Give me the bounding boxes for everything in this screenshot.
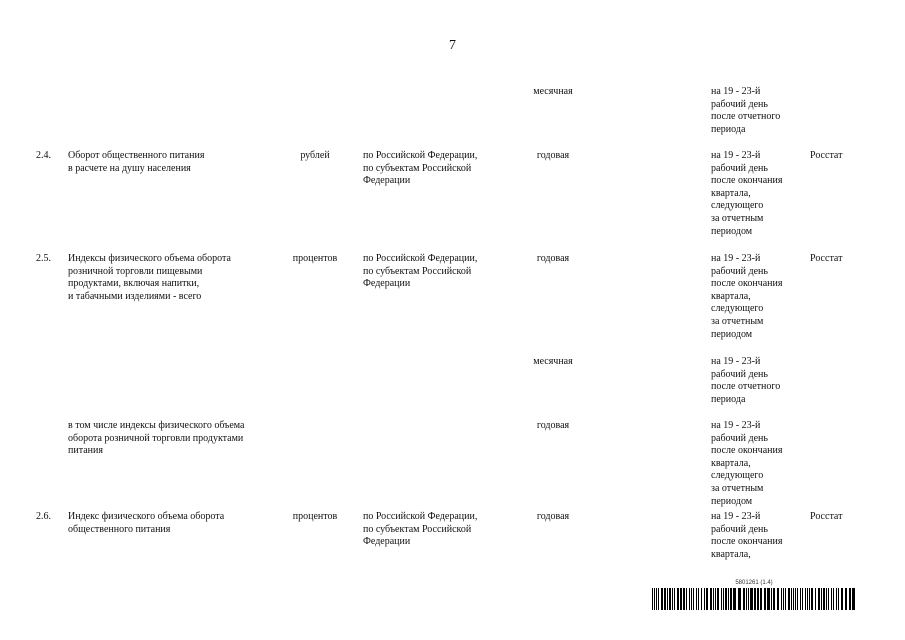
barcode-bar [754, 588, 756, 610]
barcode-bar [841, 588, 843, 610]
barcode-bar [677, 588, 679, 610]
barcode-bar [783, 588, 784, 610]
row-number: 2.4. [36, 150, 51, 161]
barcode-bar [656, 588, 657, 610]
row-term: на 19 - 23-й рабочий день после окончания квартала, [711, 511, 783, 560]
barcode-bar [852, 588, 855, 610]
row-period: месячная [533, 86, 573, 97]
barcode-bar [836, 588, 837, 610]
barcode-bar [791, 588, 792, 610]
barcode-bar [793, 588, 794, 610]
barcode-bar [788, 588, 790, 610]
barcode-bar [689, 588, 690, 610]
barcode-bar [672, 588, 673, 610]
barcode-bar [698, 588, 699, 610]
barcode-bar [683, 588, 685, 610]
barcode-bar [669, 588, 671, 610]
row-indicator-name: Оборот общественного питания в расчете на душу населения [68, 150, 205, 174]
barcode-bar [680, 588, 682, 610]
barcode-bar [831, 588, 832, 610]
barcode-bar [807, 588, 808, 610]
barcode-bar [704, 588, 705, 610]
row-indicator-name: в том числе индексы физического объема оборота розничной торговли продуктами питания [68, 420, 245, 457]
barcode-bar [733, 588, 736, 610]
barcode-bar [674, 588, 675, 610]
barcode-bar [750, 588, 753, 610]
barcode-bar [764, 588, 766, 610]
row-term: на 19 - 23-й рабочий день после отчетного периода [711, 86, 781, 135]
barcode-bar [795, 588, 796, 610]
barcode-bar [701, 588, 702, 610]
barcode-bar [845, 588, 847, 610]
barcode-bar [809, 588, 810, 610]
row-period: годовая [536, 420, 570, 431]
barcode-bar [664, 588, 666, 610]
row-unit: процентов [292, 253, 338, 264]
barcode-bar [717, 588, 719, 610]
barcode-bar [691, 588, 692, 610]
barcode-bar [693, 588, 694, 610]
barcode-bar [823, 588, 825, 610]
row-level: по Российской Федерации, по субъектам Российской Федерации [363, 150, 478, 187]
barcode-bar [849, 588, 851, 610]
barcode-bar [654, 588, 655, 610]
barcode-bar [661, 588, 663, 610]
row-period: годовая [536, 253, 570, 264]
barcode-bar [773, 588, 775, 610]
row-source: Росстат [810, 150, 843, 161]
barcode-bar [785, 588, 786, 610]
barcode-bar [800, 588, 801, 610]
barcode-bar [760, 588, 762, 610]
barcode-bar [721, 588, 722, 610]
row-term: на 19 - 23-й рабочий день после окончания квартала, следующего за отчетным периодом [711, 253, 783, 340]
row-indicator-name: Индекс физического объема оборота общественного питания [68, 511, 225, 535]
row-unit: рублей [300, 150, 330, 161]
barcode-bar [728, 588, 729, 610]
barcode-bar [838, 588, 839, 610]
barcode-bar [828, 588, 829, 610]
row-source: Росстат [810, 511, 843, 522]
page-number: 7 [449, 38, 456, 53]
row-number: 2.6. [36, 511, 51, 522]
barcode-bar [815, 588, 816, 610]
barcode-bar [805, 588, 806, 610]
barcode-bar [833, 588, 834, 610]
barcode-bar [738, 588, 741, 610]
row-term: на 19 - 23-й рабочий день после окончания квартала, следующего за отчетным периодом [711, 150, 783, 237]
row-indicator-name: Индексы физического объема оборота розничной торговли пищевыми продуктами, включая напитки, и табачными изделиями - всего [68, 253, 231, 302]
row-period: годовая [536, 150, 570, 161]
barcode-bar [797, 588, 798, 610]
barcode-bar [777, 588, 779, 610]
row-level: по Российской Федерации, по субъектам Российской Федерации [363, 253, 478, 290]
row-number: 2.5. [36, 253, 51, 264]
barcode-bar [710, 588, 712, 610]
barcode-bar [723, 588, 724, 610]
barcode-bar [802, 588, 803, 610]
row-source: Росстат [810, 253, 843, 264]
barcode-bar [746, 588, 747, 610]
barcode-bar [757, 588, 759, 610]
barcode-bar [767, 588, 770, 610]
barcode-bar [818, 588, 820, 610]
barcode-bar [686, 588, 687, 610]
row-period: месячная [533, 356, 573, 367]
barcode-bar [725, 588, 727, 610]
row-term: на 19 - 23-й рабочий день после отчетного периода [711, 356, 781, 405]
row-level: по Российской Федерации, по субъектам Российской Федерации [363, 511, 478, 548]
barcode-bar [652, 588, 653, 610]
row-period: годовая [536, 511, 570, 522]
barcode [652, 588, 856, 610]
barcode-bar [667, 588, 668, 610]
barcode-bar [811, 588, 813, 610]
barcode-bar [821, 588, 822, 610]
barcode-bar [771, 588, 772, 610]
barcode-label: 5801261 (1.4) [735, 580, 773, 586]
barcode-bar [715, 588, 716, 610]
barcode-image [652, 588, 856, 610]
barcode-bar [730, 588, 732, 610]
barcode-bar [781, 588, 782, 610]
barcode-bar [748, 588, 749, 610]
row-term: на 19 - 23-й рабочий день после окончания квартала, следующего за отчетным периодом [711, 420, 783, 507]
barcode-bar [826, 588, 827, 610]
barcode-bar [743, 588, 745, 610]
barcode-bar [696, 588, 697, 610]
barcode-bar [713, 588, 714, 610]
barcode-bar [706, 588, 708, 610]
row-unit: процентов [292, 511, 338, 522]
barcode-bar [658, 588, 659, 610]
